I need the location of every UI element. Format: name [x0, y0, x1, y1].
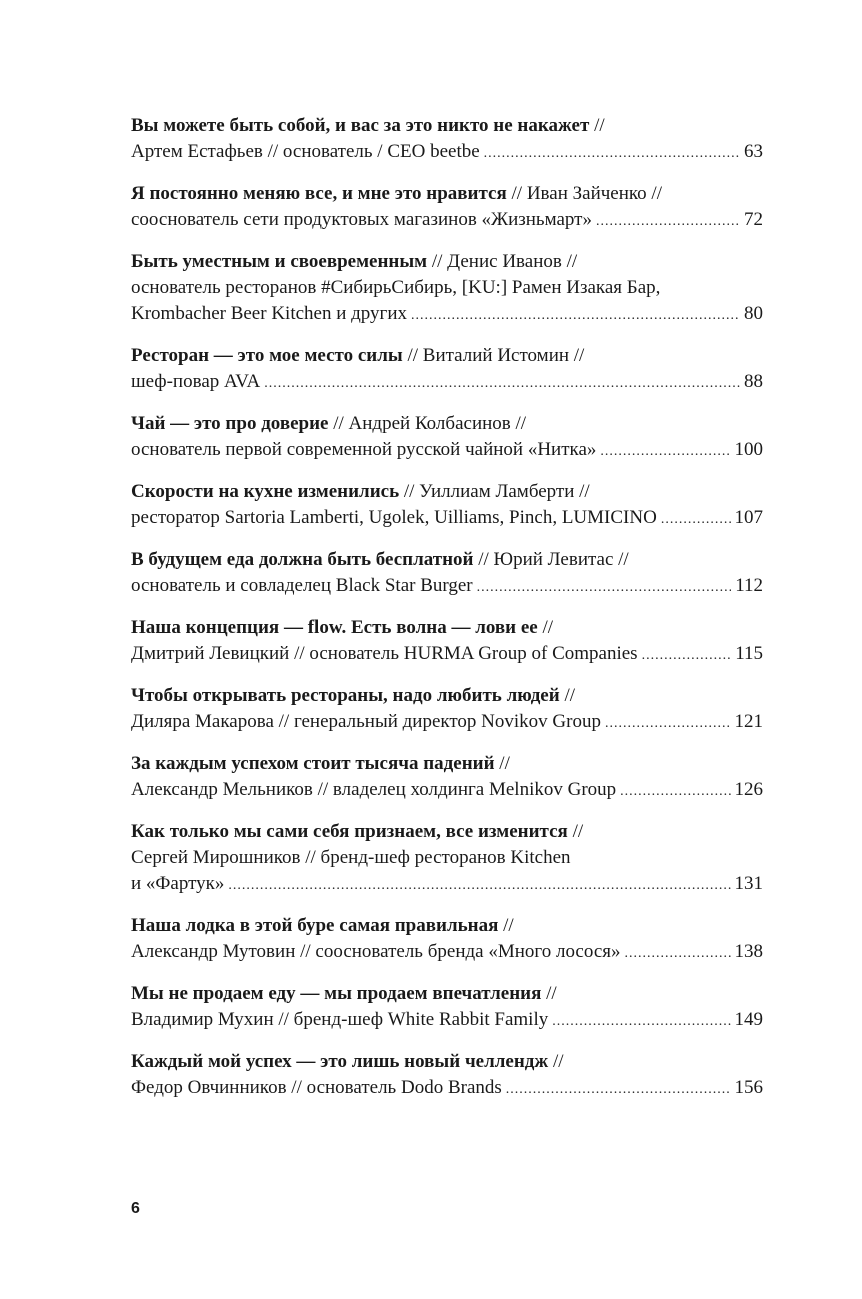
entry-separator: // Андрей Колбасинов // [328, 413, 527, 434]
entry-title: Быть уместным и своевременным [131, 251, 428, 272]
toc-entry[interactable] [131, 113, 763, 167]
toc-entry[interactable] [131, 249, 763, 329]
entry-separator: // [498, 915, 514, 936]
entry-author: сооснователь сети продуктовых магазинов «Жизньмарт» [131, 209, 592, 230]
dot-leader [605, 711, 731, 737]
entry-page-number: 72 [744, 209, 763, 230]
dot-leader [596, 209, 740, 235]
dot-leader [411, 303, 740, 329]
entry-title: Мы не продаем еду — мы продаем впечатления [131, 983, 542, 1004]
entry-author: шеф-повар AVA [131, 371, 261, 392]
entry-separator: // Виталий Истомин // [402, 345, 585, 366]
dot-leader [600, 439, 730, 465]
entry-separator: // Уиллиам Ламберти // [399, 481, 590, 502]
entry-author: Артем Естафьев // основатель / CEO beetbe [131, 141, 480, 162]
entry-title: Вы можете быть собой, и вас за это никто не накажет [131, 115, 590, 136]
entry-page-number: 126 [734, 779, 763, 800]
entry-title: Как только мы сами себя признаем, все изменится [131, 821, 568, 842]
toc-entry[interactable] [131, 479, 763, 533]
entry-separator: // [559, 685, 575, 706]
entry-page-number: 107 [734, 507, 763, 528]
toc-entry[interactable] [131, 981, 763, 1035]
dot-leader [264, 371, 740, 397]
entry-author: и «Фартук» [131, 873, 225, 894]
toc-entry[interactable] [131, 615, 763, 669]
entry-title: Каждый мой успех — это лишь новый челлендж [131, 1051, 549, 1072]
page-number: 6 [131, 1200, 140, 1217]
toc-entry[interactable] [131, 411, 763, 465]
toc-entry[interactable] [131, 1049, 763, 1103]
entry-page-number: 80 [744, 303, 763, 324]
entry-separator: // Юрий Левитас // [473, 549, 629, 570]
dot-leader [625, 941, 731, 967]
entry-page-number: 115 [735, 643, 763, 664]
entry-page-number: 156 [734, 1077, 763, 1098]
entry-author: Диляра Макарова // генеральный директор Novikov Group [131, 711, 601, 732]
dot-leader [484, 141, 740, 167]
dot-leader [620, 779, 730, 805]
entry-title: Ресторан — это мое место силы [131, 345, 403, 366]
dot-leader [506, 1077, 731, 1103]
entry-author: Krombacher Beer Kitchen и других [131, 303, 408, 324]
entry-separator: // [541, 983, 557, 1004]
toc-entry[interactable] [131, 819, 763, 899]
entry-separator: // Денис Иванов // [427, 251, 578, 272]
entry-page-number: 138 [734, 941, 763, 962]
entry-title: Наша концепция — flow. Есть волна — лови ее [131, 617, 538, 638]
entry-title: Скорости на кухне изменились [131, 481, 400, 502]
entry-title: Чай — это про доверие [131, 413, 329, 434]
entry-author: ресторатор Sartoria Lamberti, Ugolek, Uilliams, Pinch, LUMICINO [131, 507, 657, 528]
entry-separator: // [494, 753, 510, 774]
dot-leader [642, 643, 732, 669]
entry-title: Я постоянно меняю все, и мне это нравится [131, 183, 507, 204]
toc-entry[interactable] [131, 181, 763, 235]
toc-entry[interactable] [131, 343, 763, 397]
entry-page-number: 100 [734, 439, 763, 460]
entry-page-number: 112 [735, 575, 763, 596]
entry-separator: // [537, 617, 554, 638]
entry-page-number: 131 [734, 873, 763, 894]
toc-entry[interactable] [131, 913, 763, 967]
toc-entry[interactable] [131, 547, 763, 601]
dot-leader [552, 1009, 730, 1035]
entry-page-number: 149 [734, 1009, 763, 1030]
entry-separator: // [589, 115, 605, 136]
entry-author: Дмитрий Левицкий // основатель HURMA Group of Companies [131, 643, 638, 664]
entry-page-number: 63 [744, 141, 763, 162]
toc-entry[interactable] [131, 751, 763, 805]
entry-author: Федор Овчинников // основатель Dodo Brands [131, 1077, 502, 1098]
dot-leader [228, 873, 730, 899]
entry-author-line: основатель ресторанов #СибирьСибирь, [KU:] Рамен Изакая Бар, [131, 277, 661, 298]
dot-leader [661, 507, 731, 533]
entry-page-number: 121 [734, 711, 763, 732]
entry-author: Владимир Мухин // бренд-шеф White Rabbit Family [131, 1009, 549, 1030]
entry-author: основатель первой современной русской чайной «Нитка» [131, 439, 597, 460]
entry-separator: // Иван Зайченко // [506, 183, 662, 204]
entry-title: За каждым успехом стоит тысяча падений [131, 753, 495, 774]
entry-page-number: 88 [744, 371, 763, 392]
dot-leader [477, 575, 732, 601]
toc-entry[interactable] [131, 683, 763, 737]
entry-author: Александр Мутовин // сооснователь бренда «Много лосося» [131, 941, 621, 962]
entry-author: Александр Мельников // владелец холдинга Melnikov Group [131, 779, 617, 800]
entry-separator: // [548, 1051, 564, 1072]
entry-author: основатель и совладелец Black Star Burger [131, 575, 473, 596]
entry-title: Чтобы открывать рестораны, надо любить людей [131, 685, 560, 706]
table-of-contents [131, 113, 763, 1117]
entry-author-line: Сергей Мирошников // бренд-шеф ресторанов Kitchen [131, 847, 571, 868]
entry-title: Наша лодка в этой буре самая правильная [131, 915, 499, 936]
entry-title: В будущем еда должна быть бесплатной [131, 549, 474, 570]
entry-separator: // [567, 821, 584, 842]
